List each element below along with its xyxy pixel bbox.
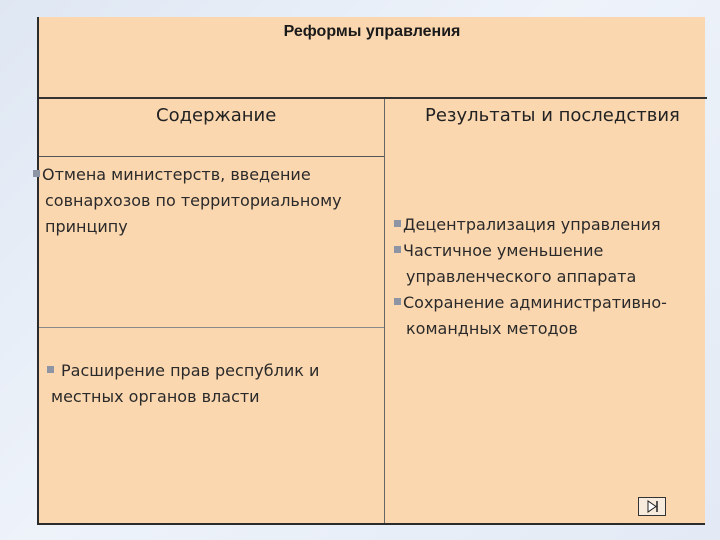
column-divider (384, 99, 385, 523)
next-slide-button[interactable] (638, 497, 666, 516)
list-item: Отмена министерств, введение совнархозов по территориальному принципу (33, 162, 342, 240)
list-item: Децентрализация управления (394, 212, 661, 238)
list-item: Расширение прав республик и местных органов власти (47, 358, 319, 410)
table-top-line (39, 97, 707, 99)
list-item: Частичное уменьшение управленческого аппарата (394, 238, 636, 290)
slide (37, 17, 705, 525)
header-content: Содержание (156, 105, 277, 126)
header-divider-left (39, 156, 384, 157)
bullet-icon (47, 366, 54, 373)
bullet-icon (33, 170, 40, 177)
play-next-icon (639, 498, 665, 515)
bullet-icon (394, 298, 401, 305)
row-divider-left (39, 327, 384, 328)
bullet-icon (394, 220, 401, 227)
bullet-icon (394, 246, 401, 253)
list-item: Сохранение административно- командных методов (394, 290, 667, 342)
slide-title: Реформы управления (283, 23, 461, 40)
header-results: Результаты и последствия (425, 105, 680, 126)
